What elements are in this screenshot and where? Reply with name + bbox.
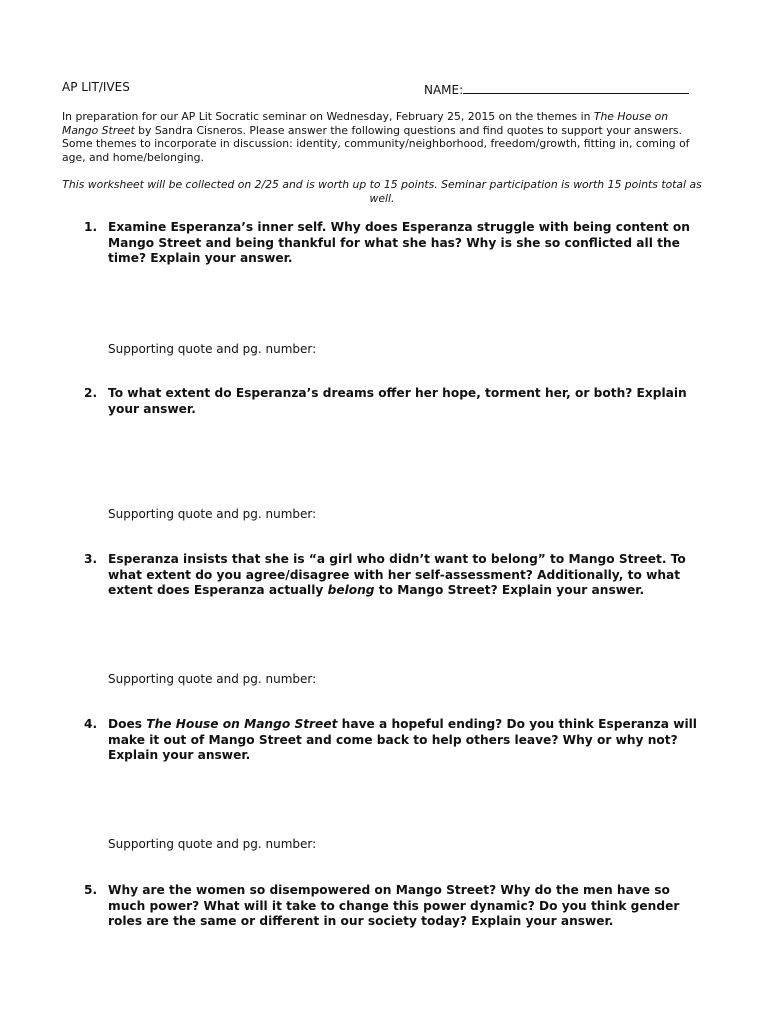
question-text-part: have a hopeful ending? Do you think Esperanza will make it out of Mango Street and come back to help others leave? Why or why not? Explain your answer. [108, 717, 697, 762]
question-1 [84, 220, 706, 267]
question-3 [84, 552, 706, 599]
question-5 [84, 883, 706, 930]
question-number: 2. [84, 386, 98, 400]
question-text [108, 552, 706, 599]
supporting-quote-label-4: Supporting quote and pg. number: [108, 837, 317, 851]
question-text [108, 717, 706, 764]
question-number: 5. [84, 883, 98, 897]
question-text: Examine Esperanza’s inner self. Why does Esperanza struggle with being content on Mango Street and being thankful for what she has? Why is she so conflicted all the time? Explain your answer. [108, 220, 690, 265]
question-text-part: Does [108, 717, 147, 731]
question-number: 4. [84, 717, 98, 731]
question-text-part: Esperanza insists that she is “a girl who didn’t want to belong” to Mango Street. To what extent do you agree/disagree with her self-assessment? Additionally, to what extent does Esperanza actually [108, 552, 686, 597]
grading-note: This worksheet will be collected on 2/25 and is worth up to 15 points. Seminar participation is worth 15 points total as well. [62, 178, 702, 205]
question-text: Why are the women so disempowered on Mango Street? Why do the men have so much power? What will it take to change this power dynamic? Do you think gender roles are the same or different in our society today? Explain your answer. [108, 883, 680, 928]
supporting-quote-label-2: Supporting quote and pg. number: [108, 507, 317, 521]
question-text-emphasis: belong [327, 583, 375, 597]
question-text-emphasis: The House on Mango Street [146, 717, 338, 731]
question-number: 1. [84, 220, 98, 234]
question-text-part: to Mango Street? Explain your answer. [374, 583, 645, 597]
question-2 [84, 386, 706, 417]
supporting-quote-label-3: Supporting quote and pg. number: [108, 672, 317, 686]
intro-paragraph [62, 110, 702, 164]
supporting-quote-label-1: Supporting quote and pg. number: [108, 342, 317, 356]
question-text: To what extent do Esperanza’s dreams offer her hope, torment her, or both? Explain your answer. [108, 386, 687, 416]
name-field [424, 80, 689, 97]
intro-book-title: The House on Mango Street [62, 110, 669, 137]
name-label: NAME: [424, 83, 464, 97]
course-label: AP LIT/IVES [62, 80, 130, 94]
worksheet-header [62, 80, 706, 96]
intro-text-start: In preparation for our AP Lit Socratic seminar on Wednesday, February 25, 2015 on the themes in [62, 110, 594, 123]
question-4 [84, 717, 706, 764]
question-number: 3. [84, 552, 98, 566]
intro-text-end: by Sandra Cisneros. Please answer the following questions and find quotes to support your answers. Some themes to incorporate in discussion: identity, community/neighborhood, freedom/growth, fitting in, coming of age, and home/belonging. [62, 123, 690, 164]
name-blank-line [463, 80, 689, 94]
